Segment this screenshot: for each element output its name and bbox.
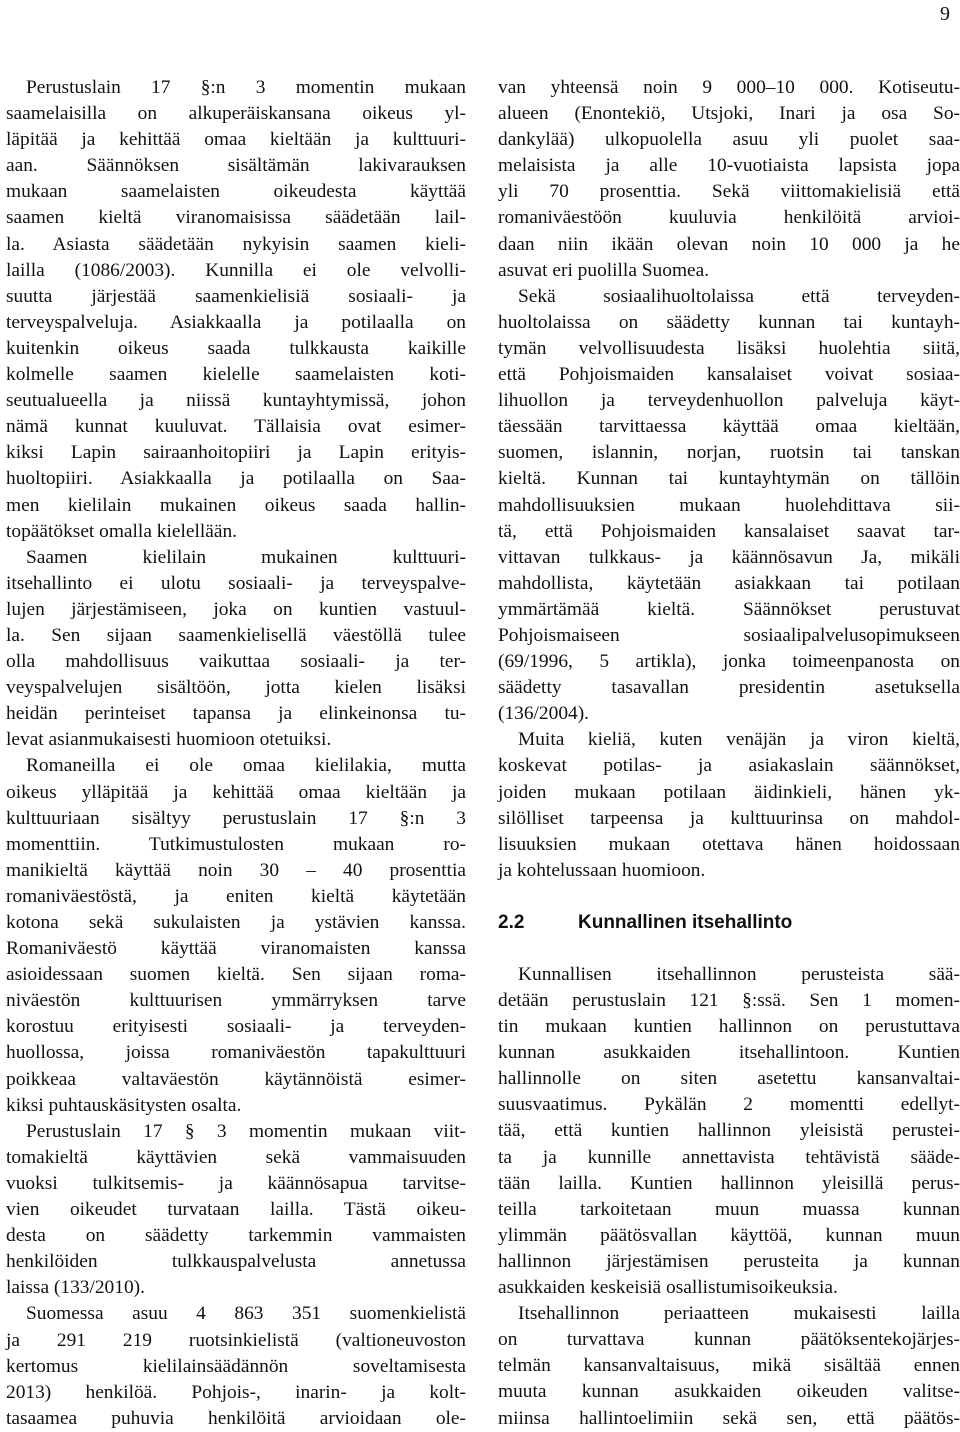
text-line: suusvaatimus. Pykälän 2 momentti edellyt- <box>498 1094 960 1116</box>
text-line: asuvat eri puolilla Suomea. <box>498 259 710 281</box>
text-line: teilla tarkoitetaan muun muassa kunnan <box>498 1198 960 1220</box>
right-column-bottom-text <box>498 962 960 1432</box>
text-line: Pohjoismaiseen sosiaalipalvelusopimukseen <box>498 624 960 646</box>
text-line: la. Asiasta säädetään nykyisin saamen kieli- <box>6 233 466 255</box>
text-line: telmän kansanvaltaisuus, mikä sisältää ennen <box>498 1355 960 1377</box>
text-line: mahdollista, käytetään asiakkaan tai potilaan <box>498 572 960 594</box>
text-line: kotona sekä sukulaisten ja ystävien kanssa. <box>6 912 466 933</box>
text-line: ja kohtelussaan huomioon. <box>498 859 706 881</box>
text-line: on turvattava kunnan päätöksentekojärjes- <box>498 1329 960 1351</box>
text-line: tymän velvollisuudesta lisäksi huolehtia siitä, <box>498 337 960 359</box>
text-line: la. Sen sijaan saamenkielisellä väestöllä tulee <box>6 624 466 646</box>
text-line: Perustuslain 17 § 3 momentin mukaan viit- <box>26 1120 466 1142</box>
text-line: poikkeaa valtaväestön käytännöistä esimer- <box>6 1068 466 1090</box>
text-line: daan niin ikään olevan noin 10 000 ja he <box>498 233 960 255</box>
text-line: kertomus kielilainsäädännön soveltamisesta <box>6 1355 466 1377</box>
text-line: (69/1996, 5 artikla), jonka toimeenpanosta on <box>498 651 960 673</box>
text-line: hallinnolle on siten asetettu kansanvaltai- <box>498 1068 960 1090</box>
text-line: (136/2004). <box>498 703 590 725</box>
text-line: laissa (133/2010). <box>6 1277 145 1299</box>
text-line: asioidessaan suomen kieltä. Sen sijaan roma- <box>6 964 466 986</box>
text-line: silölliset tarpeensa ja kulttuurinsa on mahdol- <box>498 807 960 829</box>
text-line: vien oikeudet turvataan lailla. Tästä oikeu- <box>6 1199 466 1221</box>
text-line: koskevat potilas- ja asiakaslain säännökset, <box>498 755 960 777</box>
text-line: manikieltä käyttää noin 30 – 40 prosenttia <box>6 859 466 881</box>
text-line: yli 70 prosenttia. Sekä viittomakielisiä että <box>498 181 960 203</box>
text-line: kiksi puhtauskäsitysten osalta. <box>6 1094 242 1116</box>
text-line: itsehallinto ei ulotu sosiaali- ja terveyspalve- <box>6 572 466 594</box>
text-line: täessään tarvittaessa käyttää omaa kieltään, <box>498 416 960 438</box>
text-line: tasaamea puhuvia henkilöitä arvioidaan ole- <box>6 1407 466 1429</box>
text-line: ymmärtämää kieltä. Säännökset perustuvat <box>498 598 960 620</box>
text-line: veyspalvelujen sisältöön, jotta kielen lisäksi <box>6 677 466 699</box>
text-line: vittavan tulkkaus- ja käännösavun Ja, mikäli <box>498 546 960 568</box>
text-line: melaisista ja alle 10-vuotiaista lapsista jopa <box>498 155 960 177</box>
text-line: terveyspalveluja. Asiakkaalla ja potilaalla on <box>6 311 466 333</box>
text-line: saamen kieltä viranomaisissa säädetään lail- <box>6 207 466 229</box>
text-line: Romaneilla ei ole omaa kielilakia, mutta <box>26 755 466 777</box>
text-line: korostuu erityisesti sosiaali- ja terveyden- <box>6 1016 466 1038</box>
text-line: muuta kunnan asukkaiden oikeuden valitse- <box>498 1381 960 1403</box>
text-line: Sekä sosiaalihuoltolaissa että terveyden- <box>518 285 960 307</box>
text-line: lisuuksien mukaan otettava hänen hoidossaan <box>498 833 960 855</box>
text-line: hallinnon järjestämisen perusteita ja kunnan <box>498 1250 960 1272</box>
text-line: Saamen kielilain mukainen kulttuuri- <box>26 546 466 568</box>
text-line: alueen (Enontekiö, Utsjoki, Inari ja osa So- <box>498 103 960 125</box>
text-line: kulttuuriaan sisältyy perustuslain 17 §:n 3 <box>6 807 466 829</box>
page-number: 9 <box>940 3 950 25</box>
text-line: tomakieltä käyttävien sekä vammaisuuden <box>6 1146 466 1168</box>
right-column-top-text <box>498 75 960 884</box>
text-line: niväestön kulttuurisen ymmärryksen tarve <box>6 990 466 1012</box>
text-line: huollossa, joissa romaniväestön tapakulttuuri <box>6 1042 466 1064</box>
text-line: että Pohjoismaiden kansalaiset voivat sosiaa- <box>498 364 960 386</box>
text-line: ylimmän päätösvallan käyttöä, kunnan muun <box>498 1224 960 1246</box>
text-line: suutta järjestää saamenkielisiä sosiaali- ja <box>6 285 466 307</box>
text-line: asukkaiden keskeisiä osallistumisoikeuksia. <box>498 1277 838 1299</box>
text-line: ja 291 219 ruotsinkielistä (valtioneuvoston <box>6 1329 466 1351</box>
text-line: säädetty tasavallan presidentin asetuksella <box>498 677 960 699</box>
text-line: suomen, islannin, norjan, ruotsin tai tanskan <box>498 442 960 464</box>
text-line: heidän perinteiset tapansa ja elinkeinonsa tu- <box>6 703 466 725</box>
text-line: mahdollisuuksien mukaan huolehdittava sii- <box>498 494 960 516</box>
text-line: lujen järjestämiseen, joka on kuntien vastuul- <box>6 598 466 620</box>
text-line: Romaniväestö käyttää viranomaisten kanssa <box>6 938 466 960</box>
text-line: kiksi Lapin sairaanhoitopiiri ja Lapin erityis- <box>6 442 466 464</box>
text-line: momenttiin. Tutkimustulosten mukaan ro- <box>6 833 466 855</box>
section-heading <box>498 910 960 936</box>
text-line: Kunnallisen itsehallinnon perusteista sää- <box>518 963 960 985</box>
text-line: Suomessa asuu 4 863 351 suomenkielistä <box>26 1303 466 1325</box>
text-line: joiden mukaan potilaan äidinkieli, hänen yk- <box>498 781 960 803</box>
right-text-column <box>498 75 960 1432</box>
text-line: nämä kunnat kuuluvat. Tällaisia ovat esimer- <box>6 416 466 438</box>
text-line: desta on säädetty tarkemmin vammaisten <box>6 1225 466 1247</box>
text-line: oikeus ylläpitää ja kehittää omaa kieltään ja <box>6 781 466 803</box>
text-line: kieltä. Kunnan tai kuntayhtymän on tällöin <box>498 468 960 490</box>
text-line: men kielilain mukainen oikeus saada hallin- <box>6 494 466 516</box>
text-line: detään perustuslain 121 §:ssä. Sen 1 momen- <box>498 990 960 1011</box>
text-line: olla mahdollisuus vaikuttaa sosiaali- ja ter- <box>6 651 466 673</box>
text-line: kolmelle saamen kielelle saamelaisten koti- <box>6 364 466 386</box>
text-line: tä, että Pohjoismaiden kansalaiset saavat tar- <box>498 520 960 542</box>
text-line: mukaan saamelaisten oikeudesta käyttää <box>6 181 466 203</box>
text-line: ta ja kunnille annettavista tehtävistä sääde- <box>498 1146 960 1168</box>
text-line: Itsehallinnon periaatteen mukaisesti laillа <box>518 1303 960 1325</box>
text-line: Muita kieliä, kuten venäjän ja viron kieltä, <box>518 729 960 751</box>
text-line: lihuollon ja terveydenhuollon palveluja käyt- <box>498 390 960 412</box>
text-line: tään lailla. Kuntien hallinnon yleisillä perus- <box>498 1172 960 1194</box>
text-line: dankylää) ulkopuolella asuu yli puolet saa- <box>498 129 960 151</box>
text-line: tin mukaan kuntien hallinnon on perustuttava <box>498 1016 960 1038</box>
text-line: 2013) henkilöä. Pohjois-, inarin- ja kolt- <box>6 1381 466 1403</box>
text-line: van yhteensä noin 9 000–10 000. Kotiseutu- <box>498 77 960 98</box>
text-line: levat asianmukaisesti huomioon otetuiksi. <box>6 729 332 751</box>
left-text-column <box>6 75 466 1432</box>
text-line: huoltolaissa on säädetty kunnan tai kuntayh- <box>498 311 960 333</box>
text-line: aan. Säännöksen sisältämän lakivarauksen <box>6 155 466 177</box>
spacer <box>498 884 960 910</box>
section-title: Kunnallinen itsehallinto <box>578 911 793 933</box>
text-line: kunnan asukkaiden itsehallintoon. Kuntien <box>498 1042 960 1064</box>
section-number: 2.2 <box>498 911 525 933</box>
text-line: saamelaisilla on alkuperäiskansana oikeus yl- <box>6 103 466 125</box>
text-line: henkilöiden tulkkauspalvelusta annetussa <box>6 1251 466 1273</box>
spacer <box>498 936 960 962</box>
text-line: romaniväestöstä, ja eniten kieltä käytetään <box>6 885 466 907</box>
text-line: huoltopiiri. Asiakkaalla ja potilaalla on Saa- <box>6 468 466 490</box>
text-line: tää, että kuntien hallinnon yleisistä perustei- <box>498 1120 960 1142</box>
text-line: Perustuslain 17 §:n 3 momentin mukaan <box>26 77 466 98</box>
text-line: lailla (1086/2003). Kunnilla ei ole velvolli- <box>6 259 466 281</box>
text-line: romaniväestöön kuuluvia henkilöitä arvioi- <box>498 207 960 229</box>
text-line: seutualueella ja niissä kuntayhtymissä, johon <box>6 390 466 412</box>
text-line: kuitenkin oikeus saada tulkkausta kaikille <box>6 337 466 359</box>
text-line: miinsa hallintoelimiin sekä sen, että päätös- <box>498 1407 960 1429</box>
text-line: läpitää ja kehittää omaa kieltään ja kulttuuri- <box>6 129 466 151</box>
text-line: vuoksi tulkitsemis- ja käännösapua tarvitse- <box>6 1172 466 1194</box>
text-line: topäätökset omalla kielellään. <box>6 520 237 542</box>
